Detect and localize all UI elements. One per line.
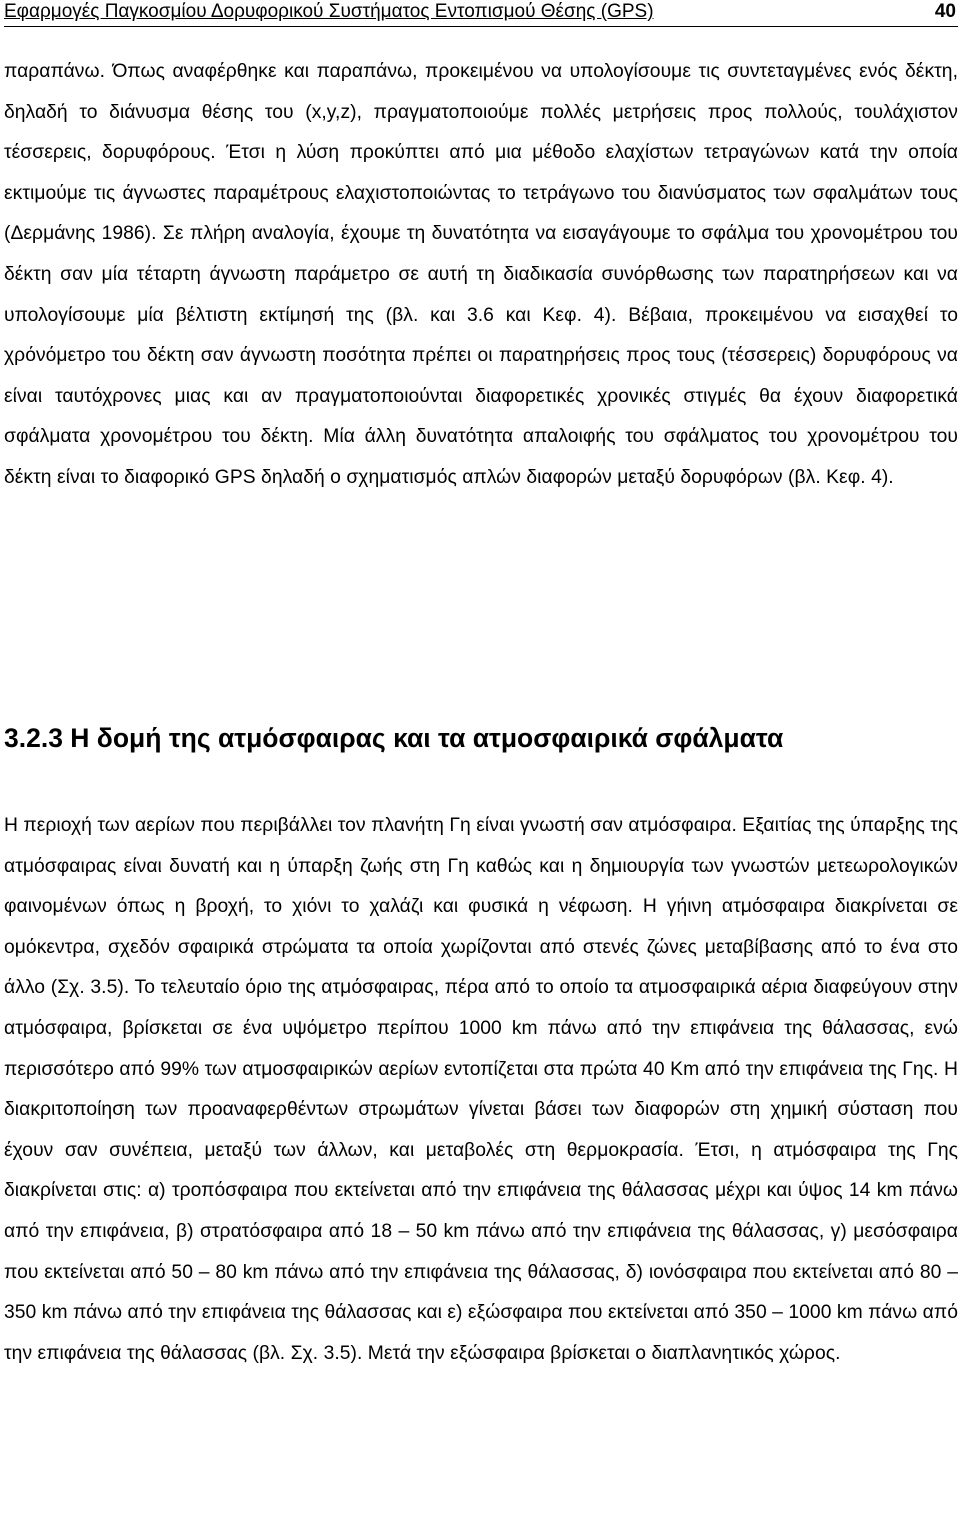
page-header <box>4 0 958 27</box>
paragraph-atmosphere-structure: Η περιοχή των αερίων που περιβάλλει τον πλανήτη Γη είναι γνωστή σαν ατμόσφαιρα. Εξαιτίας της ύπαρξης της ατμόσφαιρας είναι δυνατή και η ύπαρξη ζωής στη Γη καθώς και η δημιουργία των γνωστών μετεωρολογικών φαινομένων όπως η βροχή, το χιόνι το χαλάζι και φυσικά η νέφωση. Η γήινη ατμόσφαιρα διακρίνεται σε ομόκεντρα, σχεδόν σφαιρικά στρώματα τα οποία χωρίζονται από στενές ζώνες μεταβίβασης από το ένα στο άλλο (Σχ. 3.5). Το τελευταίο όριο της ατμόσφαιρας, πέρα από το οποίο τα ατμοσφαιρικά αέρια διαφεύγουν στην ατμόσφαιρα, βρίσκεται σε ένα υψόμετρο περίπου 1000 km πάνω από την επιφάνεια της θάλασσας, ενώ περισσότερο από 99% των ατμοσφαιρικών αερίων εντοπίζεται στα πρώτα 40 Km από την επιφάνεια της Γης. Η διακριτοποίηση των προαναφερθέντων στρωμάτων γίνεται βάσει των διαφορών στη χημική σύσταση που έχουν σαν συνέπεια, μεταξύ των άλλων, και μεταβολές στη θερμοκρασία. Έτσι, η ατμόσφαιρα της Γης διακρίνεται στις: α) τροπόσφαιρα που εκτείνεται από την επιφάνεια της θάλασσας μέχρι και ύψος 14 km πάνω από την επιφάνεια, β) στρατόσφαιρα από 18 – 50 km πάνω από την επιφάνεια της θάλασσας, γ) μεσόσφαιρα που εκτείνεται από 50 – 80 km πάνω από την επιφάνεια της θάλασσας, δ) ιονόσφαιρα που εκτείνεται από 80 – 350 km πάνω από την επιφάνεια της θάλασσας και ε) εξώσφαιρα που εκτείνεται από 350 – 1000 km πάνω από την επιφάνεια της θάλασσας (βλ. Σχ. 3.5). Μετά την εξώσφαιρα βρίσκεται ο διαπλανητικός χώρος. <box>4 815 958 1364</box>
section-heading: 3.2.3 Η δομή της ατμόσφαιρας και τα ατμοσφαιρικά σφάλματα <box>4 723 784 753</box>
running-title: Εφαρμογές Παγκοσμίου Δορυφορικού Συστήματος Εντοπισμού Θέσης (GPS) <box>4 1 654 22</box>
page-number: 40 <box>934 1 956 22</box>
paragraph-gps-receiver-clock: παραπάνω. Όπως αναφέρθηκε και παραπάνω, προκειμένου να υπολογίσουμε τις συντεταγμένες ενός δέκτη, δηλαδή το διάνυσμα θέσης του (x,y,z), πραγματοποιούμε πολλές μετρήσεις προς πολλούς, τουλάχιστον τέσσερεις, δορυφόρους. Έτσι η λύση προκύπτει από μια μέθοδο ελαχίστων τετραγώνων κατά την οποία εκτιμούμε τις άγνωστες παραμέτρους ελαχιστοποιώντας το τετράγωνο του διανύσματος των σφαλμάτων τους (Δερμάνης 1986). Σε πλήρη αναλογία, έχουμε τη δυνατότητα να εισαγάγουμε το σφάλμα του χρονομέτρου του δέκτη σαν μία τέταρτη άγνωστη παράμετρο σε αυτή τη διαδικασία συνόρθωσης των παρατηρήσεων και να υπολογίσουμε μία βέλτιστη εκτίμησή της (βλ. και 3.6 και Κεφ. 4). Βέβαια, προκειμένου να εισαχθεί το χρόνόμετρο του δέκτη σαν άγνωστη ποσότητα πρέπει οι παρατηρήσεις προς τους (τέσσερεις) δορυφόρους να είναι ταυτόχρονες μιας και αν πραγματοποιούνται διαφορετικές χρονικές στιγμές θα έχουν διαφορετικά σφάλματα χρονομέτρου του δέκτη. Μία άλλη δυνατότητα απαλοιφής του σφάλματος του χρονομέτρου του δέκτη είναι το διαφορικό GPS δηλαδή ο σχηματισμός απλών διαφορών μεταξύ δορυφόρων (βλ. Κεφ. 4). <box>4 61 958 488</box>
